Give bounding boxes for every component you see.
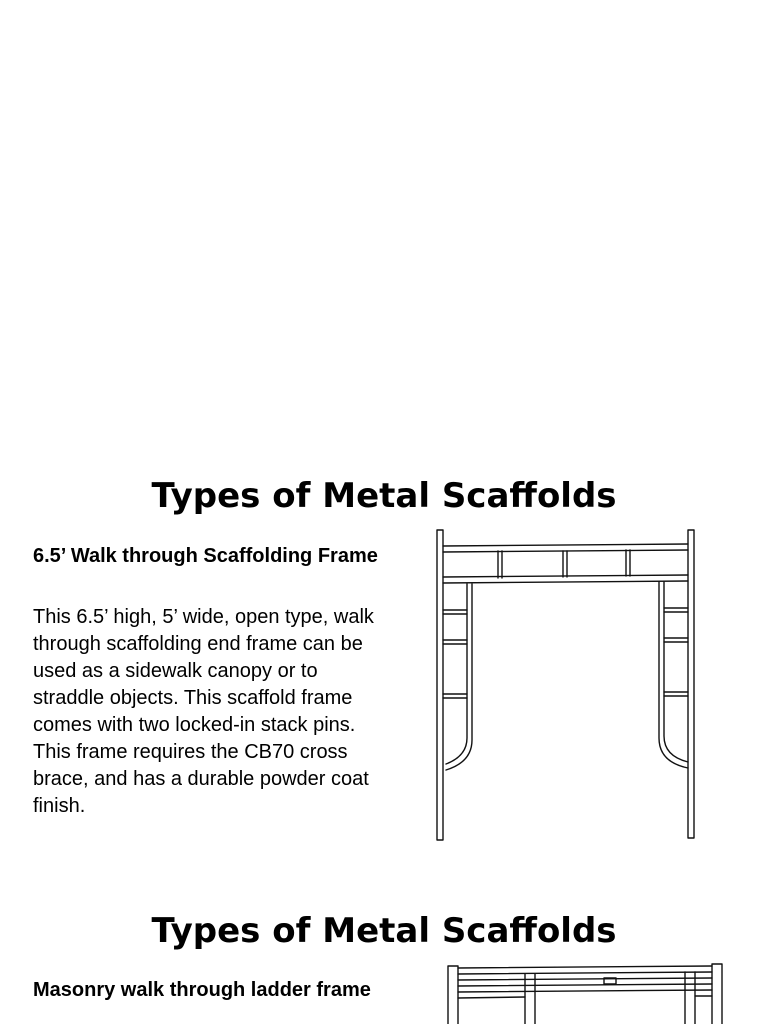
item-description: This 6.5’ high, 5’ wide, open type, walk through scaffolding end frame can be used as a sidewalk canopy or to straddle objects. This scaffold frame comes with two locked-in stack pins. This frame requires the CB70 cross brace, and has a durable powder coat finish.: [33, 606, 374, 817]
slide-masonry-frame: [0, 905, 768, 1024]
walk-through-scaffold-frame-drawing: [430, 528, 705, 844]
slide-title: Types of Metal Scaffolds: [151, 911, 617, 951]
item-heading: Masonry walk through ladder frame: [33, 979, 371, 1001]
slide-walk-through-frame: [0, 470, 768, 870]
slide-title: Types of Metal Scaffolds: [151, 476, 617, 516]
blank-page-area: [0, 0, 768, 470]
item-heading: 6.5’ Walk through Scaffolding Frame: [33, 545, 378, 567]
masonry-ladder-frame-drawing: [440, 960, 735, 1024]
